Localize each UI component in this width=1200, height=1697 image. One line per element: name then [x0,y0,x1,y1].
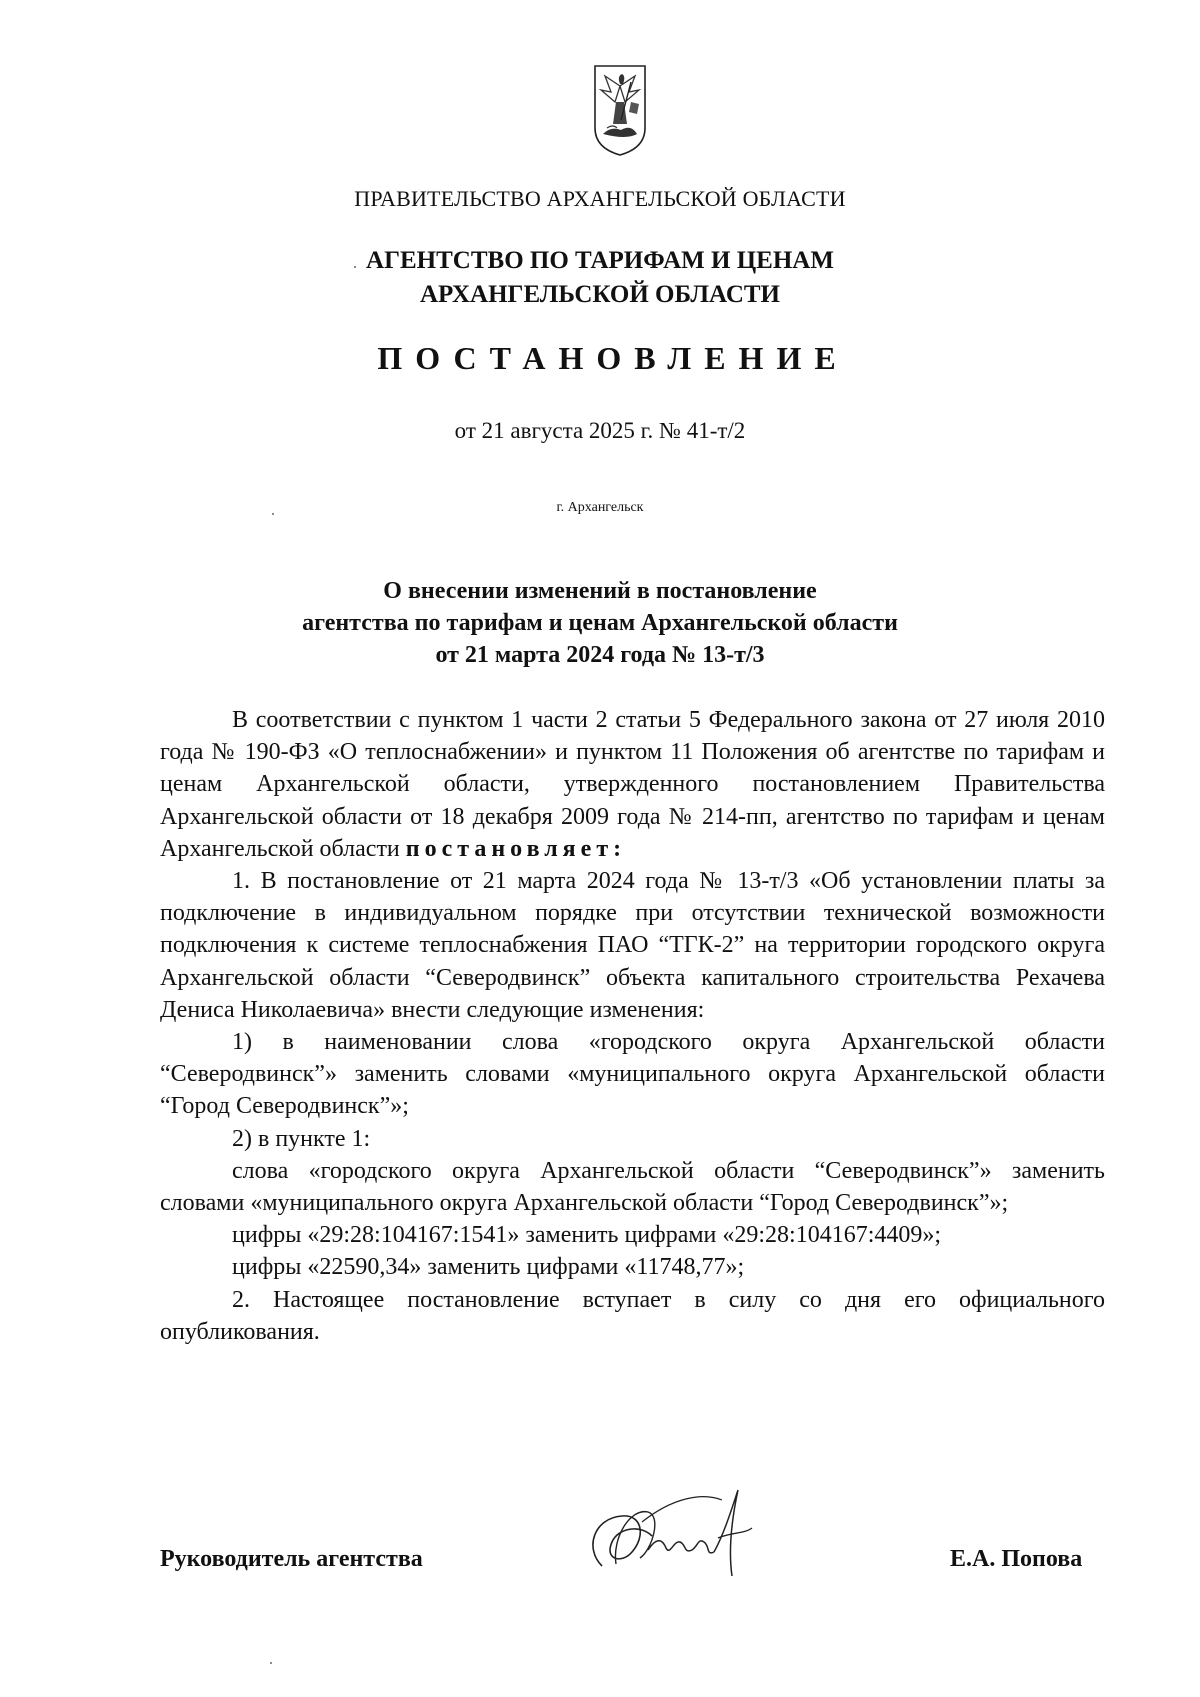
preamble-text: В соответствии с пунктом 1 части 2 статьи 5 Федерального закона от 27 июля 2010 года № 190-ФЗ «О теплоснабжении» и пунктом 11 Положения об агентстве по тарифам и ценам Архангельской области, утвержденного постановлением Правительства Архангельской области от 18 декабря 2009 года № 214-пп, агентство по тарифам и ценам Архангельской области [160,707,1105,862]
item-1-2c-paragraph: цифры «22590,34» заменить цифрами «11748,77»; [232,1254,745,1281]
item-2-paragraph: 2. Настоящее постановление вступает в силу со дня его официального опубликования. [160,1286,1105,1345]
scan-speck [272,513,274,515]
scan-speck [270,1662,272,1664]
item-1-2b-paragraph: цифры «29:28:104167:1541» заменить цифрами «29:28:104167:4409»; [232,1222,942,1249]
scan-speck [354,266,356,268]
document-type-title: ПОСТАНОВЛЕНИЕ [377,340,849,376]
preamble-paragraph [160,704,1105,865]
government-name: ПРАВИТЕЛЬСТВО АРХАНГЕЛЬСКОЙ ОБЛАСТИ [354,186,846,211]
item-1-2a-paragraph: слова «городского округа Архангельской области “Северодвинск”» заменить словами «муниципального округа Архангельской области “Город Северодвинск”»; [160,1157,1105,1217]
signatory-position: Руководитель агентства [160,1546,423,1572]
agency-name [0,244,1200,312]
item-1-paragraph: 1. В постановление от 21 марта 2024 года № 13-т/3 «Об установлении платы за подключение в индивидуальном порядке при отсутствии технической возможности подключения к системе теплоснабжения ПАО “ТГК-2” на территории городского округа Архангельской области “Северодвинск” объекта капитального строительства Рехачева Дениса Николаевича» внести следующие изменения: [160,868,1105,1023]
coat-of-arms-icon [591,62,649,158]
item-1-1-paragraph: 1) в наименовании слова «городского округа Архангельской области “Северодвинск”» заменить словами «муниципального округа Архангельской области “Город Северодвинск”»; [160,1029,1105,1120]
signatory-name: Е.А. Попова [950,1546,1083,1572]
document-date-number: от 21 августа 2025 г. № 41-т/2 [454,418,746,443]
document-city: г. Архангельск [556,500,644,515]
handwritten-signature [582,1478,762,1588]
resolves-word: постановляет: [405,835,627,862]
agency-name-line1: АГЕНТСТВО ПО ТАРИФАМ И ЦЕНАМ [366,247,834,274]
document-subject [0,575,1200,671]
item-1-2-paragraph: 2) в пункте 1: [232,1125,371,1152]
subject-line2: агентства по тарифам и ценам Архангельской области [302,610,898,636]
subject-line3: от 21 марта 2024 года № 13-т/3 [435,642,765,668]
document-body [160,704,1105,1348]
subject-line1: О внесении изменений в постановление [383,578,817,604]
agency-name-line2: АРХАНГЕЛЬСКОЙ ОБЛАСТИ [420,281,780,308]
